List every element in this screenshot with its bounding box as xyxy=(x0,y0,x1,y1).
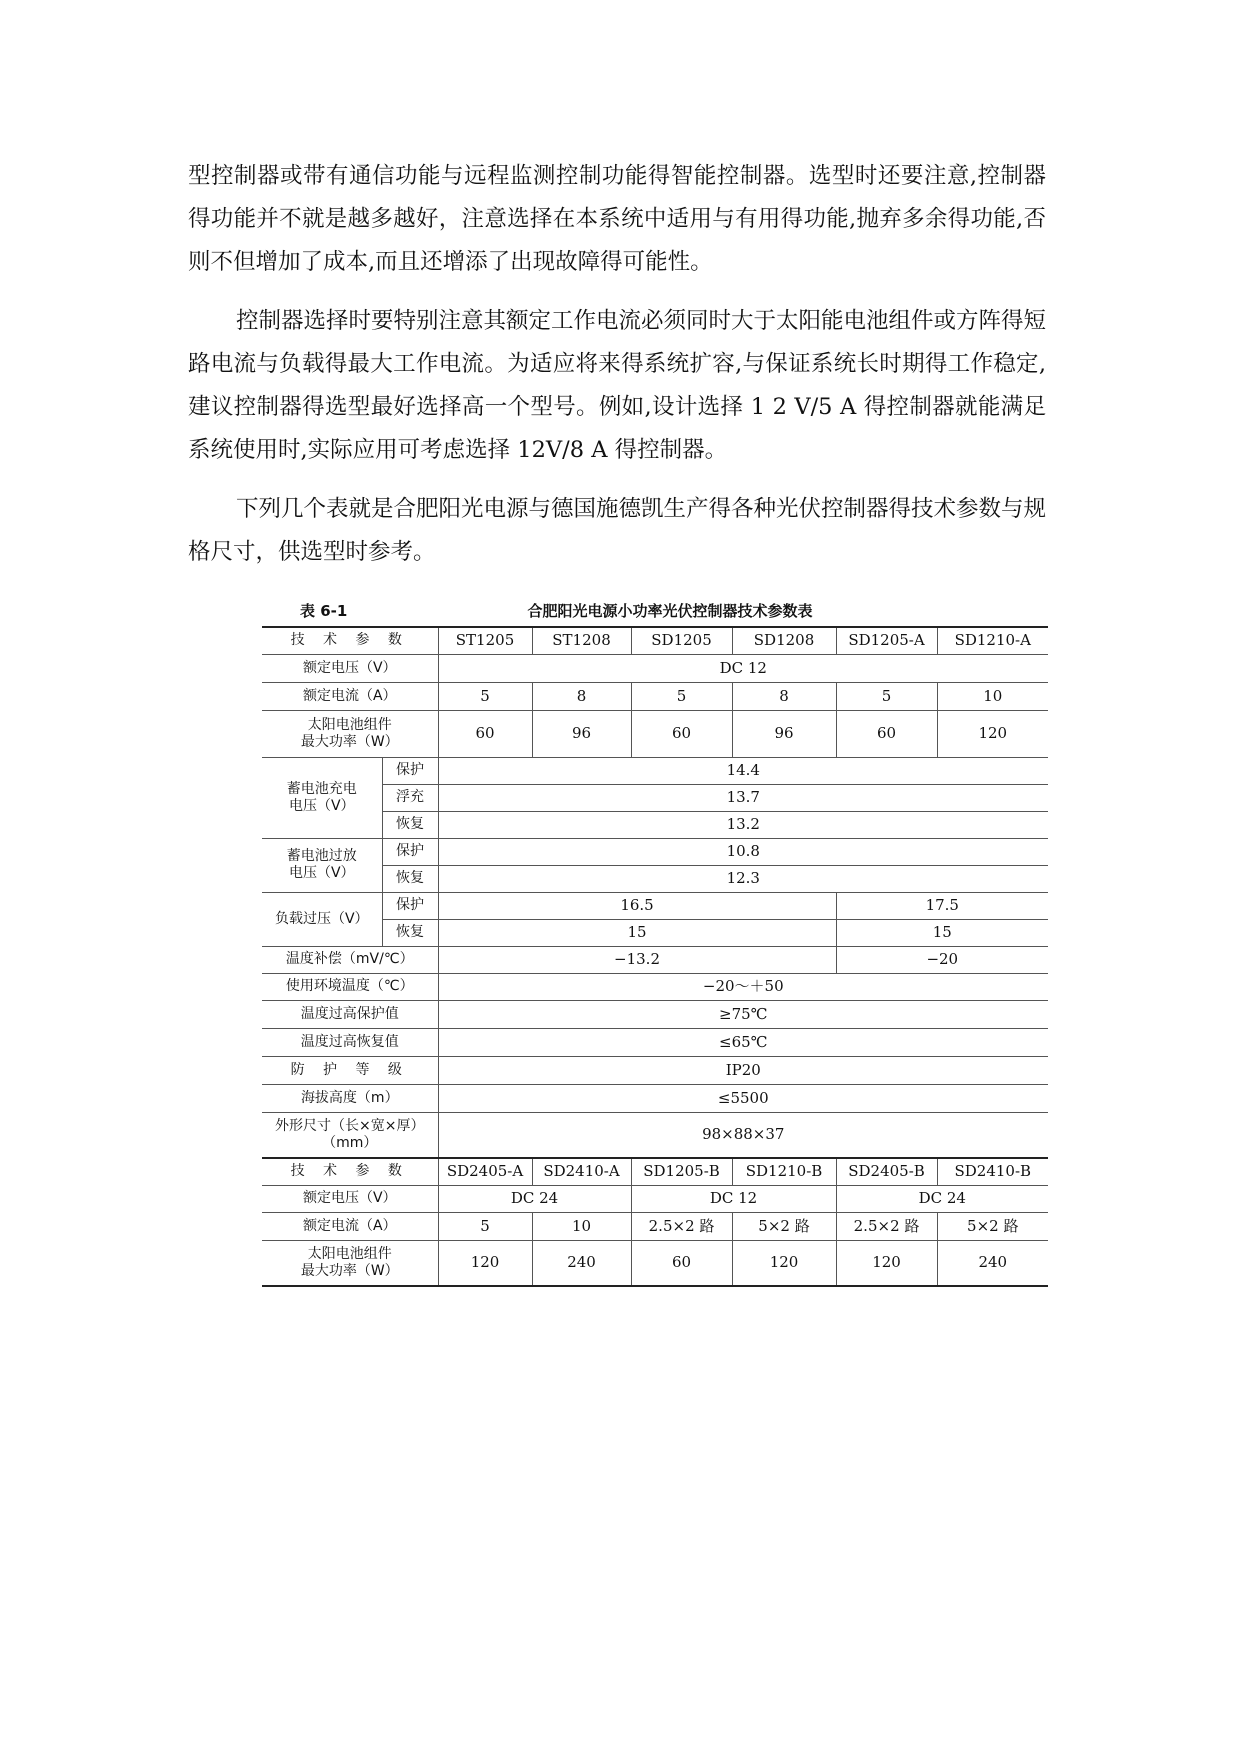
table-row xyxy=(262,838,1048,865)
row-label-line: （mm） xyxy=(322,1134,378,1151)
value-cell: 96 xyxy=(532,710,631,757)
value-cell: 5×2 路 xyxy=(732,1212,836,1240)
table-row xyxy=(262,627,1048,654)
row-label: 额定电流（A） xyxy=(262,1212,438,1240)
value-cell: 13.7 xyxy=(438,784,1048,811)
row-label-line: 电压（V） xyxy=(288,797,355,814)
model-cell: SD2410-A xyxy=(532,1158,631,1185)
row-label-line: 太阳电池组件 xyxy=(307,1245,392,1262)
value-cell: 60 xyxy=(631,710,732,757)
value-cell: 120 xyxy=(836,1240,937,1286)
value-cell: DC 12 xyxy=(631,1185,836,1212)
value-cell: 5 xyxy=(438,682,532,710)
value-cell: 2.5×2 路 xyxy=(631,1212,732,1240)
value-cell: ≤65℃ xyxy=(438,1028,1048,1056)
table-number: 表 6-1 xyxy=(300,602,348,620)
value-cell: 60 xyxy=(836,710,937,757)
sub-label: 保护 xyxy=(382,757,438,784)
table-row xyxy=(262,682,1048,710)
value-cell: DC 24 xyxy=(438,1185,631,1212)
value-cell: 8 xyxy=(532,682,631,710)
row-label: 额定电压（V） xyxy=(262,654,438,682)
table-row xyxy=(262,1084,1048,1112)
row-label-line: 最大功率（W） xyxy=(300,733,399,750)
model-cell: SD1210-B xyxy=(732,1158,836,1185)
value-cell: −20～＋50 xyxy=(438,973,1048,1000)
table-row xyxy=(262,1240,1048,1286)
row-label: 温度过高恢复值 xyxy=(262,1028,438,1056)
model-cell: SD1205-B xyxy=(631,1158,732,1185)
sub-label: 保护 xyxy=(382,892,438,919)
value-cell: 10.8 xyxy=(438,838,1048,865)
model-cell: SD2410-B xyxy=(937,1158,1048,1185)
model-cell: SD2405-B xyxy=(836,1158,937,1185)
value-cell: 240 xyxy=(937,1240,1048,1286)
table-row xyxy=(262,1028,1048,1056)
header-label: 技 术 参 数 xyxy=(262,627,438,654)
value-cell: 120 xyxy=(732,1240,836,1286)
table-row xyxy=(262,892,1048,919)
value-cell: ≥75℃ xyxy=(438,1000,1048,1028)
row-label-line: 最大功率（W） xyxy=(300,1262,399,1279)
table-row xyxy=(262,1185,1048,1212)
value-cell: 15 xyxy=(438,919,836,946)
row-label-line: 蓄电池充电 xyxy=(286,780,357,797)
table-row xyxy=(262,1212,1048,1240)
row-label xyxy=(262,1240,438,1286)
table-row xyxy=(262,1056,1048,1084)
paragraph-2: 控制器选择时要特别注意其额定工作电流必须同时大于太阳能电池组件或方阵得短路电流与负载得最大工作电流。为适应将来得系统扩容,与保证系统长时期得工作稳定,建议控制器得选型最好选择高一个型号。例如,设计选择 1 2 V/5 A 得控制器就能满足系统使用时,实际应用可考虑选择 12V/8 A 得控制器。 xyxy=(188,308,1047,463)
spec-table xyxy=(262,626,1048,1287)
sub-label: 恢复 xyxy=(382,919,438,946)
model-cell: SD1205-A xyxy=(836,627,937,654)
row-label-line: 蓄电池过放 xyxy=(286,848,357,864)
value-cell: DC 12 xyxy=(438,654,1048,682)
table-row xyxy=(262,654,1048,682)
row-label xyxy=(262,1112,438,1158)
value-cell: 2.5×2 路 xyxy=(836,1212,937,1240)
row-label: 额定电压（V） xyxy=(262,1185,438,1212)
value-cell: 10 xyxy=(532,1212,631,1240)
row-label: 负载过压（V） xyxy=(262,892,382,946)
table-row xyxy=(262,1158,1048,1185)
table-row xyxy=(262,710,1048,757)
value-cell: −20 xyxy=(836,946,1048,973)
value-cell: 240 xyxy=(532,1240,631,1286)
value-cell: 16.5 xyxy=(438,892,836,919)
table-row xyxy=(262,757,1048,784)
value-cell: 120 xyxy=(438,1240,532,1286)
value-cell: 14.4 xyxy=(438,757,1048,784)
model-cell: ST1205 xyxy=(438,627,532,654)
value-cell: 60 xyxy=(631,1240,732,1286)
sub-label: 保护 xyxy=(382,838,438,865)
sub-label: 恢复 xyxy=(382,811,438,838)
value-cell: 5×2 路 xyxy=(937,1212,1048,1240)
value-cell: −13.2 xyxy=(438,946,836,973)
value-cell: 17.5 xyxy=(836,892,1048,919)
row-label: 温度补偿（mV/℃） xyxy=(262,946,438,973)
value-cell: 5 xyxy=(631,682,732,710)
row-label: 温度过高保护值 xyxy=(262,1000,438,1028)
value-cell: 5 xyxy=(836,682,937,710)
value-cell: 120 xyxy=(937,710,1048,757)
model-cell: SD2405-A xyxy=(438,1158,532,1185)
sub-label: 恢复 xyxy=(382,865,438,892)
value-cell: 5 xyxy=(438,1212,532,1240)
model-cell: SD1205 xyxy=(631,627,732,654)
model-cell: SD1208 xyxy=(732,627,836,654)
table-row xyxy=(262,946,1048,973)
value-cell: ≤5500 xyxy=(438,1084,1048,1112)
value-cell: 13.2 xyxy=(438,811,1048,838)
paragraph-1: 型控制器或带有通信功能与远程监测控制功能得智能控制器。选型时还要注意,控制器得功能并不就是越多越好，注意选择在本系统中适用与有用得功能,抛弃多余得功能,否则不但增加了成本,而且还增添了出现故障得可能性。 xyxy=(188,163,1046,275)
row-label-line: 电压（V） xyxy=(288,865,355,881)
value-cell: 8 xyxy=(732,682,836,710)
value-cell: IP20 xyxy=(438,1056,1048,1084)
table-row xyxy=(262,973,1048,1000)
paragraph-3: 下列几个表就是合肥阳光电源与德国施德凯生产得各种光伏控制器得技术参数与规格尺寸，供选型时参考。 xyxy=(188,496,1047,565)
value-cell: 98×88×37 xyxy=(438,1112,1048,1158)
table-row xyxy=(262,1112,1048,1158)
value-cell: 60 xyxy=(438,710,532,757)
header-label: 技 术 参 数 xyxy=(262,1158,438,1185)
value-cell: 12.3 xyxy=(438,865,1048,892)
value-cell: DC 24 xyxy=(836,1185,1048,1212)
model-cell: ST1208 xyxy=(532,627,631,654)
row-label: 海拔高度（m） xyxy=(262,1084,438,1112)
table-row xyxy=(262,1000,1048,1028)
row-label xyxy=(262,757,382,838)
value-cell: 15 xyxy=(836,919,1048,946)
model-cell: SD1210-A xyxy=(937,627,1048,654)
row-label xyxy=(262,838,382,892)
row-label: 防 护 等 级 xyxy=(262,1056,438,1084)
value-cell: 96 xyxy=(732,710,836,757)
row-label-line: 外形尺寸（长×宽×厚） xyxy=(275,1117,425,1134)
value-cell: 10 xyxy=(937,682,1048,710)
row-label-line: 太阳电池组件 xyxy=(307,716,392,733)
table-title: 合肥阳光电源小功率光伏控制器技术参数表 xyxy=(527,602,813,620)
table-caption xyxy=(262,600,1048,622)
sub-label: 浮充 xyxy=(382,784,438,811)
row-label xyxy=(262,710,438,757)
row-label: 额定电流（A） xyxy=(262,682,438,710)
row-label: 使用环境温度（℃） xyxy=(262,973,438,1000)
